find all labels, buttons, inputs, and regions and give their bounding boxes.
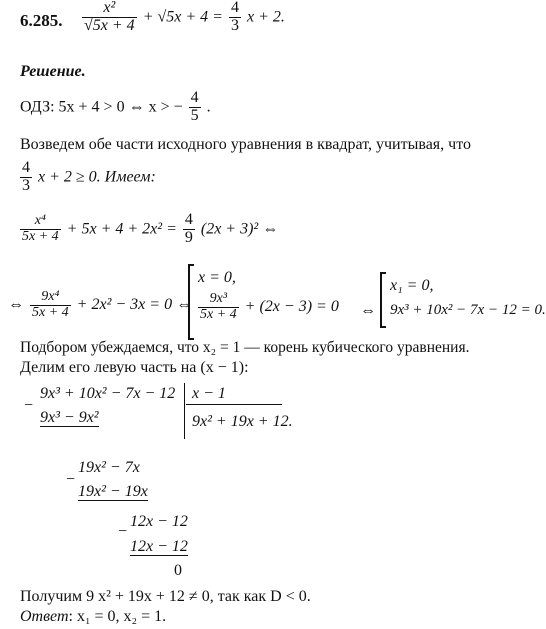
division-minus-2: −: [66, 471, 76, 488]
division-dividend: 9x³ + 10x² − 7x − 12: [40, 385, 176, 402]
eq1-middle: + 5x + 4 + 2x² =: [66, 220, 177, 238]
problem-number: 6.285.: [20, 11, 63, 30]
lhs-denominator: √5x + 4: [84, 16, 135, 34]
division-divisor: x − 1: [192, 385, 226, 402]
eq2-numerator: 9x⁴: [30, 290, 71, 306]
eq2-fraction: [30, 290, 71, 320]
odz-fraction: [189, 90, 201, 125]
solution-label: Решение.: [20, 63, 86, 80]
division-subtrahend-2: [78, 484, 148, 500]
system-1-line-1: x = 0,: [198, 269, 236, 286]
eq1-fraction-2: [183, 212, 195, 247]
eq1-denominator: 5x + 4: [22, 228, 59, 244]
division-sub-3-text: 12x − 12: [130, 538, 188, 555]
equation-2-lead: [8, 290, 192, 320]
condition-numerator: 4: [22, 159, 30, 176]
eq1-numerator: x⁴: [20, 214, 61, 230]
rhs-denominator: 3: [230, 16, 239, 34]
division-divisor-line: [186, 404, 282, 405]
equation-1: [18, 212, 278, 247]
condition-line: [18, 160, 156, 195]
system-1-brace: [188, 264, 194, 340]
sys1-numerator: 9x³: [198, 292, 239, 308]
condition-tail: x + 2 ≥ 0. Имеем:: [38, 168, 156, 186]
answer-value: : x₁ = 0, x₂ = 1.: [68, 608, 167, 625]
rhs-tail: x + 2.: [246, 8, 285, 26]
sqrt-term: + √5x + 4 =: [142, 8, 223, 26]
answer-line: [20, 609, 166, 625]
rhs-fraction: [229, 0, 241, 35]
eq2-denominator: 5x + 4: [32, 304, 69, 320]
odz-numerator: 4: [190, 89, 199, 106]
eq1-tail: (2x + 3)² ⇔: [200, 220, 279, 238]
odz-line: [20, 90, 211, 125]
rhs-numerator: 4: [230, 0, 239, 16]
condition-fraction: [20, 160, 32, 195]
sys1-denominator: 5x + 4: [200, 306, 237, 322]
eq1-numerator-2: 4: [184, 211, 193, 228]
division-quotient: 9x² + 19x + 12.: [192, 413, 293, 430]
sys1-tail: + (2x − 3) = 0: [244, 298, 339, 316]
division-subtrahend-3: [130, 539, 188, 555]
division-remainder-1: 19x² − 7x: [78, 459, 140, 476]
eq1-fraction: [20, 214, 61, 244]
odz-tail: .: [206, 98, 211, 116]
division-remainder-2: 12x − 12: [130, 513, 188, 530]
division-minus-1: −: [24, 397, 34, 414]
paragraph-square: Возведем обе части исходного уравнения в квадрат, учитывая, что: [20, 136, 471, 153]
division-sub-1-text: 9x³ − 9x²: [40, 409, 99, 426]
problem-equation: [80, 0, 285, 35]
eq2-middle: + 2x² − 3x = 0 ⇔: [76, 296, 193, 314]
division-subtrahend-1: [40, 410, 99, 426]
lhs-numerator: x²: [82, 0, 137, 18]
conclusion: Получим 9 x² + 19x + 12 ≠ 0, так как D < 0.: [20, 588, 311, 605]
lhs-fraction: [82, 0, 137, 35]
division-sub-2-text: 19x² − 19x: [78, 483, 148, 500]
eq1-denominator-2: 9: [184, 228, 193, 246]
odz-denominator: 5: [190, 106, 199, 124]
system-equivalence: ⇔: [360, 302, 376, 319]
system-2-line-1: x₁ = 0,: [390, 277, 434, 294]
paragraph-root: Подбором убеждаемся, что x₂ = 1 — корень кубического уравнения.: [20, 339, 470, 356]
sys1-fraction: [198, 292, 239, 322]
division-zero: 0: [174, 562, 182, 579]
division-minus-3: −: [118, 523, 128, 540]
division-vertical-bar: [184, 383, 185, 439]
paragraph-divide: Делим его левую часть на (x − 1):: [20, 359, 249, 376]
answer-label: Ответ: [20, 608, 69, 625]
odz-text: ОДЗ: 5x + 4 > 0 ⇔ x > −: [20, 98, 183, 116]
condition-denominator: 3: [22, 176, 30, 194]
eq2-lead: ⇔: [8, 296, 24, 314]
system-2-brace: [380, 272, 386, 328]
system-2-line-2: 9x³ + 10x² − 7x − 12 = 0.: [390, 302, 546, 318]
system-1-line-2: [196, 292, 339, 322]
